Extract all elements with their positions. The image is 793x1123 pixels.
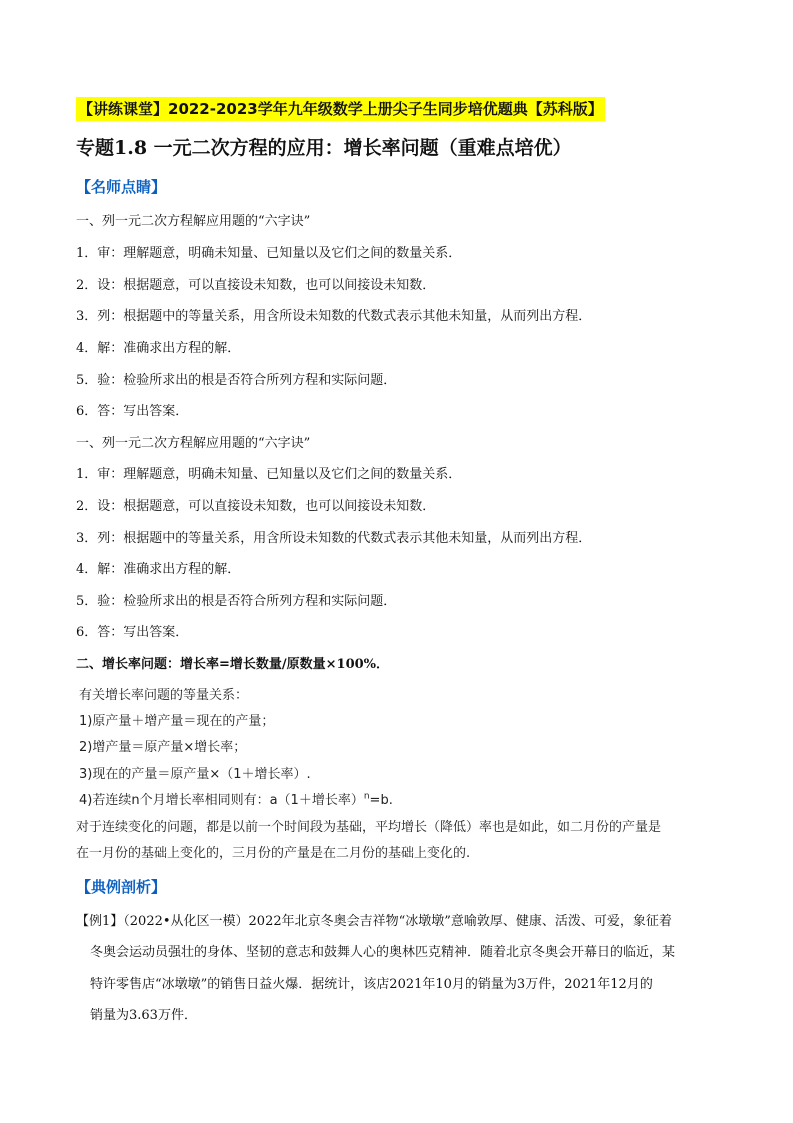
example-1-line-4: 销量为3.63万件． bbox=[90, 1008, 197, 1023]
relation-3: 3)现在的产量＝原产量×（1＋增长率）. bbox=[79, 767, 311, 782]
example-1-line-3: 特许零售店“冰墩墩”的销售日益火爆．据统计，该店2021年10月的销量为3万件，2021年12月的 bbox=[90, 977, 653, 992]
part2-title: 二、增长率问题：增长率=增长数量/原数量×100%． bbox=[76, 657, 390, 672]
step-4: 4．解：准确求出方程的解． bbox=[76, 341, 241, 356]
part1-title: 一、列一元二次方程解应用题的“六字诀” bbox=[76, 214, 311, 229]
step-1-repeat: 1．审：理解题意，明确未知量、已知量以及它们之间的数量关系． bbox=[76, 467, 462, 482]
relation-4 bbox=[79, 789, 393, 808]
example-1-line-2: 冬奥会运动员强壮的身体、坚韧的意志和鼓舞人心的奥林匹克精神．随着北京冬奥会开幕日的临近，某 bbox=[90, 945, 676, 960]
example-1-line-1: 【例1】（2022•从化区一模）2022年北京冬奥会吉祥物“冰墩墩”意喻敦厚、健康、活泼、可爱，象征着 bbox=[76, 914, 672, 929]
step-6: 6．答：写出答案． bbox=[76, 404, 189, 419]
note-line-2: 在一月份的基础上变化的，三月份的产量是在二月份的基础上变化的. bbox=[76, 846, 471, 861]
relations-intro: 有关增长率问题的等量关系： bbox=[79, 688, 249, 703]
step-6-repeat: 6．答：写出答案． bbox=[76, 625, 189, 640]
examples-heading: 【典例剖析】 bbox=[76, 878, 167, 896]
part1-title-repeat: 一、列一元二次方程解应用题的“六字诀” bbox=[76, 436, 311, 451]
note-line-1: 对于连续变化的问题，都是以前一个时间段为基础，平均增长（降低）率也是如此，如二月份的产量是 bbox=[76, 820, 662, 835]
step-5: 5．验：检验所求出的根是否符合所列方程和实际问题． bbox=[76, 373, 397, 388]
relation-4-main: 4)若连续n个月增长率相同则有：a（1＋增长率） bbox=[79, 793, 364, 808]
step-3-repeat: 3．列：根据题中的等量关系，用含所设未知数的代数式表示其他未知量，从而列出方程． bbox=[76, 531, 592, 546]
step-5-repeat: 5．验：检验所求出的根是否符合所列方程和实际问题． bbox=[76, 594, 397, 609]
step-1: 1．审：理解题意，明确未知量、已知量以及它们之间的数量关系． bbox=[76, 246, 462, 261]
relation-4-tail: =b. bbox=[369, 793, 393, 808]
relation-4-exponent: n bbox=[363, 791, 370, 802]
step-4-repeat: 4．解：准确求出方程的解． bbox=[76, 562, 241, 577]
relation-1: 1)原产量＋增产量＝现在的产量； bbox=[79, 714, 275, 729]
tips-heading: 【名师点睛】 bbox=[76, 178, 167, 196]
course-banner: 【讲练课堂】2022-2023学年九年级数学上册尖子生同步培优题典【苏科版】 bbox=[76, 97, 605, 121]
step-2-repeat: 2．设：根据题意，可以直接设未知数，也可以间接设未知数． bbox=[76, 499, 436, 514]
step-3: 3．列：根据题中的等量关系，用含所设未知数的代数式表示其他未知量，从而列出方程． bbox=[76, 309, 592, 324]
page-title: 专题1.8 一元二次方程的应用：增长率问题（重难点培优） bbox=[76, 137, 572, 159]
relation-2: 2)增产量＝原产量×增长率； bbox=[79, 740, 247, 755]
step-2: 2．设：根据题意，可以直接设未知数，也可以间接设未知数． bbox=[76, 278, 436, 293]
